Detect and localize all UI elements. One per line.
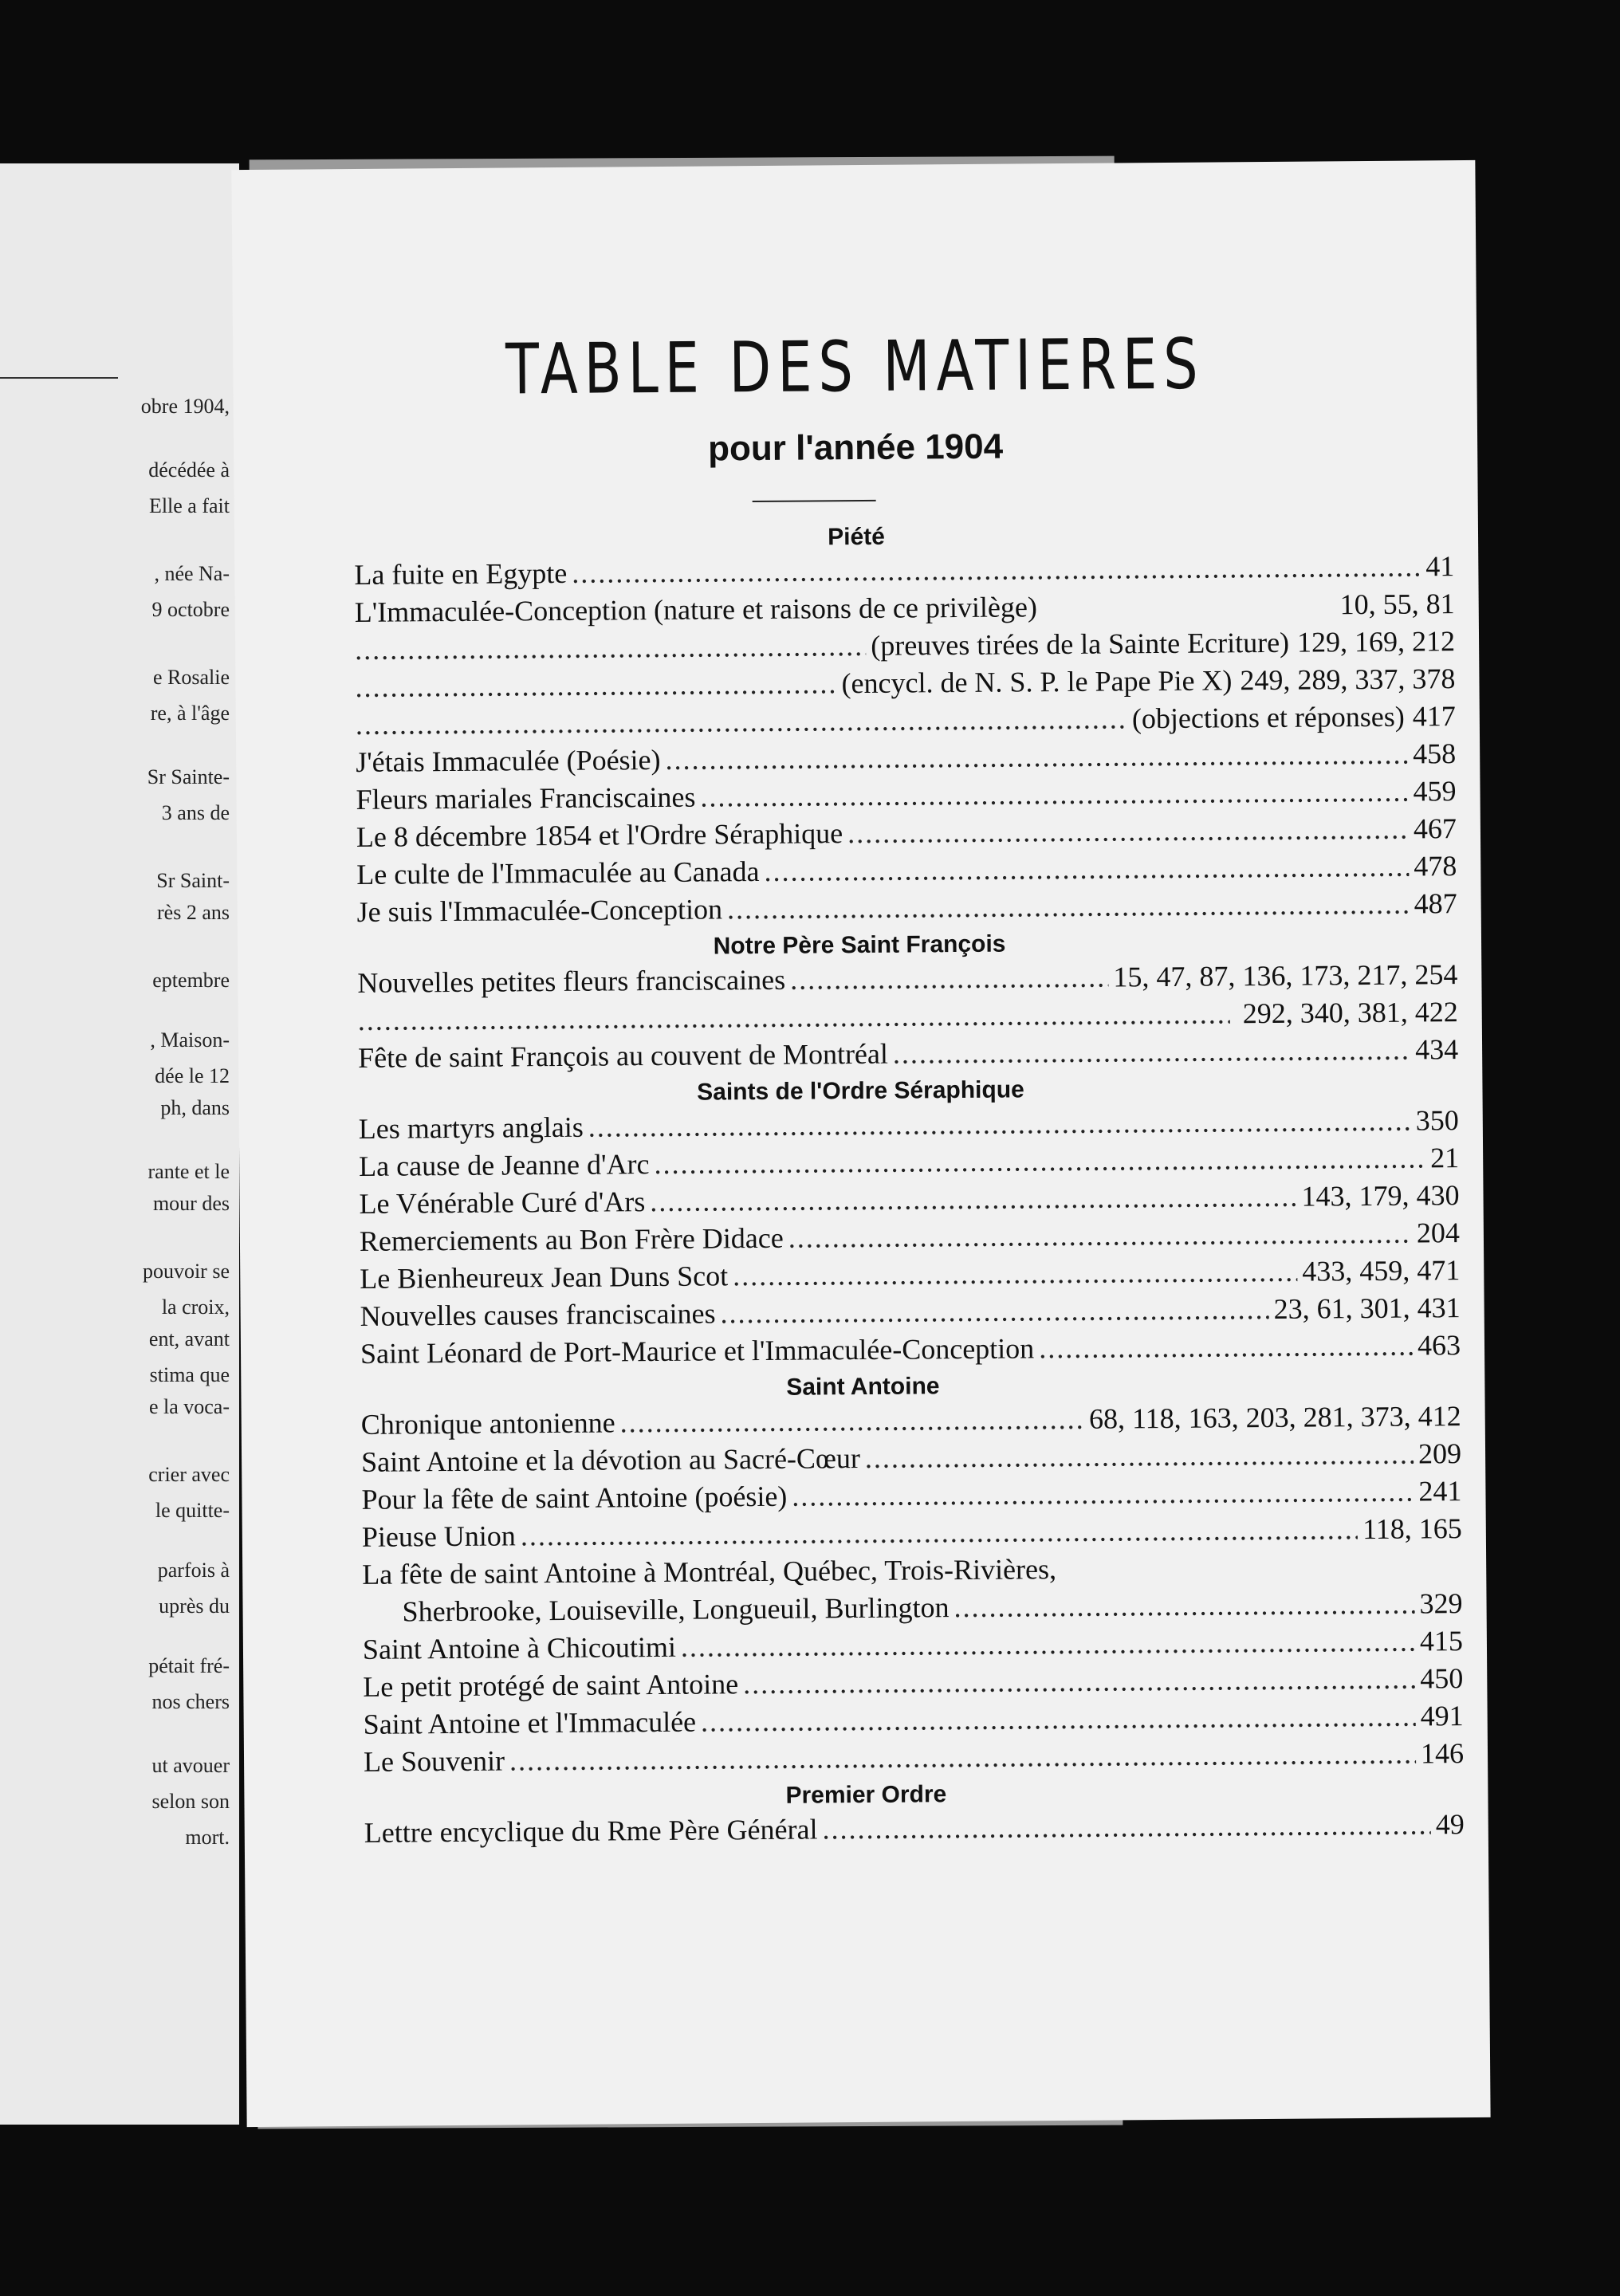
leader-dots bbox=[788, 1217, 1413, 1255]
toc-entry-title: Saint Antoine et l'Immaculée bbox=[363, 1705, 697, 1740]
left-page-line: 9 octobre bbox=[151, 598, 230, 621]
left-page-line: nos chers bbox=[151, 1690, 230, 1713]
left-page-line: rès 2 ans bbox=[157, 901, 230, 924]
toc-entry-pages: 129, 169, 212 bbox=[1296, 625, 1456, 659]
toc-entry-title: J'étais Immaculée (Poésie) bbox=[356, 743, 661, 778]
leader-dots bbox=[355, 666, 836, 704]
toc-page bbox=[231, 160, 1490, 2127]
toc-entry-title: Le 8 décembre 1854 et l'Ordre Séraphique bbox=[356, 817, 843, 853]
toc-entry-title: Le culte de l'Immaculée au Canada bbox=[356, 855, 760, 890]
toc-entry-pages: 21 bbox=[1430, 1142, 1460, 1174]
leader-dots bbox=[356, 702, 1127, 741]
toc-entry-pages: 467 bbox=[1413, 812, 1457, 845]
toc-entry-pages: 10, 55, 81 bbox=[1339, 588, 1455, 621]
left-page-line: stima que bbox=[149, 1363, 230, 1386]
toc-entry-pages: 49 bbox=[1435, 1808, 1465, 1841]
toc-entry-title: Pour la fête de saint Antoine (poésie) bbox=[361, 1480, 788, 1516]
toc-entry bbox=[364, 1807, 1465, 1853]
title-rule bbox=[753, 500, 876, 502]
leader-dots bbox=[650, 1180, 1297, 1218]
toc-entry-pages: 450 bbox=[1420, 1662, 1464, 1695]
leader-dots bbox=[727, 887, 1410, 926]
leader-dots bbox=[743, 1662, 1415, 1701]
toc-entry-pages: 23, 61, 301, 431 bbox=[1273, 1292, 1461, 1325]
left-page-line: , née Na- bbox=[154, 562, 230, 585]
leader-dots bbox=[790, 961, 1109, 997]
toc-entry-pages: 118, 165 bbox=[1362, 1512, 1462, 1546]
toc-entry-pages: 143, 179, 430 bbox=[1301, 1179, 1460, 1213]
leader-dots bbox=[700, 775, 1408, 814]
toc-entry-pages: 15, 47, 87, 136, 173, 217, 254 bbox=[1113, 958, 1458, 993]
leader-dots bbox=[681, 1625, 1415, 1664]
leader-dots bbox=[572, 549, 1421, 589]
toc-entry-pages: 350 bbox=[1415, 1104, 1459, 1137]
left-page-line: eptembre bbox=[152, 969, 230, 992]
toc-entry-title: Saint Léonard de Port-Maurice et l'Immaculée-Conception bbox=[360, 1332, 1035, 1370]
page-subtitle: pour l'année 1904 bbox=[707, 427, 1004, 469]
toc-entry-title: La cause de Jeanne d'Arc bbox=[359, 1148, 650, 1182]
left-facing-page bbox=[0, 163, 239, 2125]
toc-entry-pages: 459 bbox=[1413, 775, 1457, 808]
left-page-line: décédée à bbox=[148, 458, 230, 482]
left-page-line: obre 1904, bbox=[140, 395, 230, 418]
left-page-line: , Maison- bbox=[150, 1028, 230, 1052]
leader-dots bbox=[509, 1737, 1416, 1778]
leader-dots bbox=[355, 629, 867, 666]
leader-dots bbox=[358, 997, 1230, 1037]
toc-entry-title: Chronique antonienne bbox=[360, 1406, 615, 1441]
left-page-line: pétait fré- bbox=[148, 1654, 230, 1677]
leader-dots bbox=[720, 1292, 1268, 1330]
toc-entry-pages: 209 bbox=[1418, 1437, 1462, 1470]
toc-entry-pages: 292, 340, 381, 422 bbox=[1242, 996, 1458, 1030]
leader-dots bbox=[865, 1437, 1414, 1475]
left-page-line: rante et le bbox=[147, 1160, 230, 1183]
toc-entry-title: Lettre encyclique du Rme Père Général bbox=[364, 1813, 818, 1849]
left-page-line: Sr Sainte- bbox=[147, 765, 230, 788]
toc-entry-pages: 417 bbox=[1412, 700, 1456, 733]
toc-entry-pages: 329 bbox=[1419, 1587, 1463, 1620]
section-heading: Saint Antoine bbox=[786, 1373, 940, 1401]
leader-dots bbox=[619, 1402, 1084, 1440]
toc-entry-pages: 249, 289, 337, 378 bbox=[1240, 662, 1456, 697]
leader-dots bbox=[588, 1104, 1411, 1144]
toc-entry-title: Nouvelles causes franciscaines bbox=[360, 1297, 716, 1332]
toc-entry-title: Saint Antoine et la dévotion au Sacré-Cœur bbox=[360, 1442, 861, 1478]
left-page-line: re, à l'âge bbox=[150, 702, 230, 725]
left-page-line: le quitte- bbox=[155, 1499, 230, 1522]
left-page-line: pouvoir se bbox=[142, 1260, 230, 1283]
leader-dots bbox=[764, 850, 1409, 888]
toc-entry-pages: 241 bbox=[1418, 1475, 1462, 1508]
entry-spacer bbox=[1056, 1575, 1462, 1578]
left-page-line: ut avouer bbox=[151, 1754, 230, 1777]
left-page-line: la croix, bbox=[161, 1295, 230, 1319]
left-page-line: uprès du bbox=[159, 1594, 230, 1618]
left-page-line: e Rosalie bbox=[152, 666, 230, 689]
section-heading: Premier Ordre bbox=[785, 1781, 947, 1809]
toc-entry-title: Le Bienheureux Jean Duns Scot bbox=[360, 1260, 729, 1295]
toc-entry-title: Je suis l'Immaculée-Conception bbox=[356, 893, 723, 928]
left-page-line: mour des bbox=[152, 1192, 230, 1215]
leader-dots bbox=[954, 1587, 1414, 1625]
leader-dots bbox=[792, 1475, 1414, 1513]
toc-entry-title: Sherbrooke, Louiseville, Longueuil, Burlington bbox=[402, 1591, 950, 1628]
toc-entry-title: L'Immaculée-Conception (nature et raisons de ce privilège) bbox=[354, 591, 1038, 628]
leader-dots bbox=[847, 812, 1409, 851]
toc-entry-pages: 41 bbox=[1425, 550, 1455, 583]
toc-entry-pages: 487 bbox=[1414, 887, 1457, 920]
toc-entry-title: Le Souvenir bbox=[363, 1744, 505, 1778]
toc-entry bbox=[357, 887, 1457, 932]
leader-dots bbox=[733, 1255, 1297, 1293]
toc-entry-title: Saint Antoine à Chicoutimi bbox=[362, 1630, 677, 1665]
section-heading: Notre Père Saint François bbox=[713, 930, 1006, 960]
left-page-line: ph, dans bbox=[160, 1096, 230, 1119]
entry-spacer bbox=[1037, 614, 1340, 616]
leader-dots bbox=[822, 1807, 1431, 1846]
left-page-rule bbox=[0, 377, 118, 379]
toc-entry bbox=[358, 1032, 1458, 1078]
left-page-line: mort. bbox=[185, 1826, 230, 1849]
toc-entry-title: Remerciements au Bon Frère Didace bbox=[359, 1221, 784, 1257]
left-page-line: ent, avant bbox=[148, 1327, 230, 1350]
toc-entry-pages: 491 bbox=[1420, 1700, 1464, 1732]
left-page-line: crier avec bbox=[148, 1463, 230, 1486]
toc-entry-pages: 146 bbox=[1420, 1737, 1465, 1770]
leader-dots bbox=[1039, 1329, 1413, 1366]
toc-entry-pages: 415 bbox=[1419, 1625, 1464, 1657]
left-page-line: 3 ans de bbox=[161, 801, 230, 824]
toc-entry-title: Nouvelles petites fleurs franciscaines bbox=[357, 963, 786, 999]
toc-entry-pages: 463 bbox=[1417, 1329, 1461, 1362]
toc-entry-pages: 433, 459, 471 bbox=[1302, 1254, 1461, 1288]
leader-dots bbox=[521, 1512, 1359, 1552]
toc-entry-title: La fuite en Egypte bbox=[354, 556, 568, 591]
toc-entry-title: Fête de saint François au couvent de Montréal bbox=[357, 1037, 889, 1074]
page-title: TABLE DES MATIERES bbox=[505, 322, 1205, 411]
toc-entry-title: La fête de saint Antoine à Montréal, Québec, Trois-Rivières, bbox=[362, 1553, 1057, 1590]
left-page-line: Sr Saint- bbox=[156, 869, 230, 892]
toc-entry-title: Le Vénérable Curé d'Ars bbox=[359, 1185, 646, 1220]
left-page-line: dée le 12 bbox=[155, 1064, 230, 1087]
toc-entry bbox=[360, 1328, 1461, 1374]
section-heading: Saints de l'Ordre Séraphique bbox=[697, 1076, 1024, 1106]
toc-entry-pages: 458 bbox=[1413, 737, 1457, 770]
leader-dots bbox=[654, 1141, 1425, 1181]
toc-entry-title: Pieuse Union bbox=[361, 1520, 517, 1553]
section-heading: Piété bbox=[828, 523, 886, 551]
left-page-line: selon son bbox=[151, 1790, 230, 1813]
leader-dots bbox=[893, 1033, 1410, 1071]
toc-entry-title: (objections et réponses) bbox=[1131, 700, 1405, 735]
leader-dots bbox=[701, 1700, 1416, 1739]
toc-entry bbox=[364, 1736, 1464, 1782]
left-page-line: e la voca- bbox=[148, 1395, 230, 1418]
toc-entry-pages: 204 bbox=[1416, 1217, 1461, 1249]
leader-dots bbox=[665, 737, 1408, 776]
left-page-line: Elle a fait bbox=[148, 494, 230, 517]
toc-entry-title: (preuves tirées de la Sainte Ecriture) bbox=[871, 626, 1290, 662]
toc-entry-title: Fleurs mariales Franciscaines bbox=[356, 780, 696, 816]
toc-entry-pages: 478 bbox=[1414, 850, 1457, 883]
toc-entry-title: Le petit protégé de saint Antoine bbox=[363, 1668, 739, 1703]
toc-entry-title: (encycl. de N. S. P. le Pape Pie X) bbox=[841, 664, 1233, 700]
toc-entry-pages: 68, 118, 163, 203, 281, 373, 412 bbox=[1088, 1400, 1461, 1435]
left-page-line: parfois à bbox=[157, 1559, 230, 1582]
toc-entry-pages: 434 bbox=[1414, 1033, 1459, 1066]
toc-entry-title: Les martyrs anglais bbox=[358, 1111, 584, 1145]
